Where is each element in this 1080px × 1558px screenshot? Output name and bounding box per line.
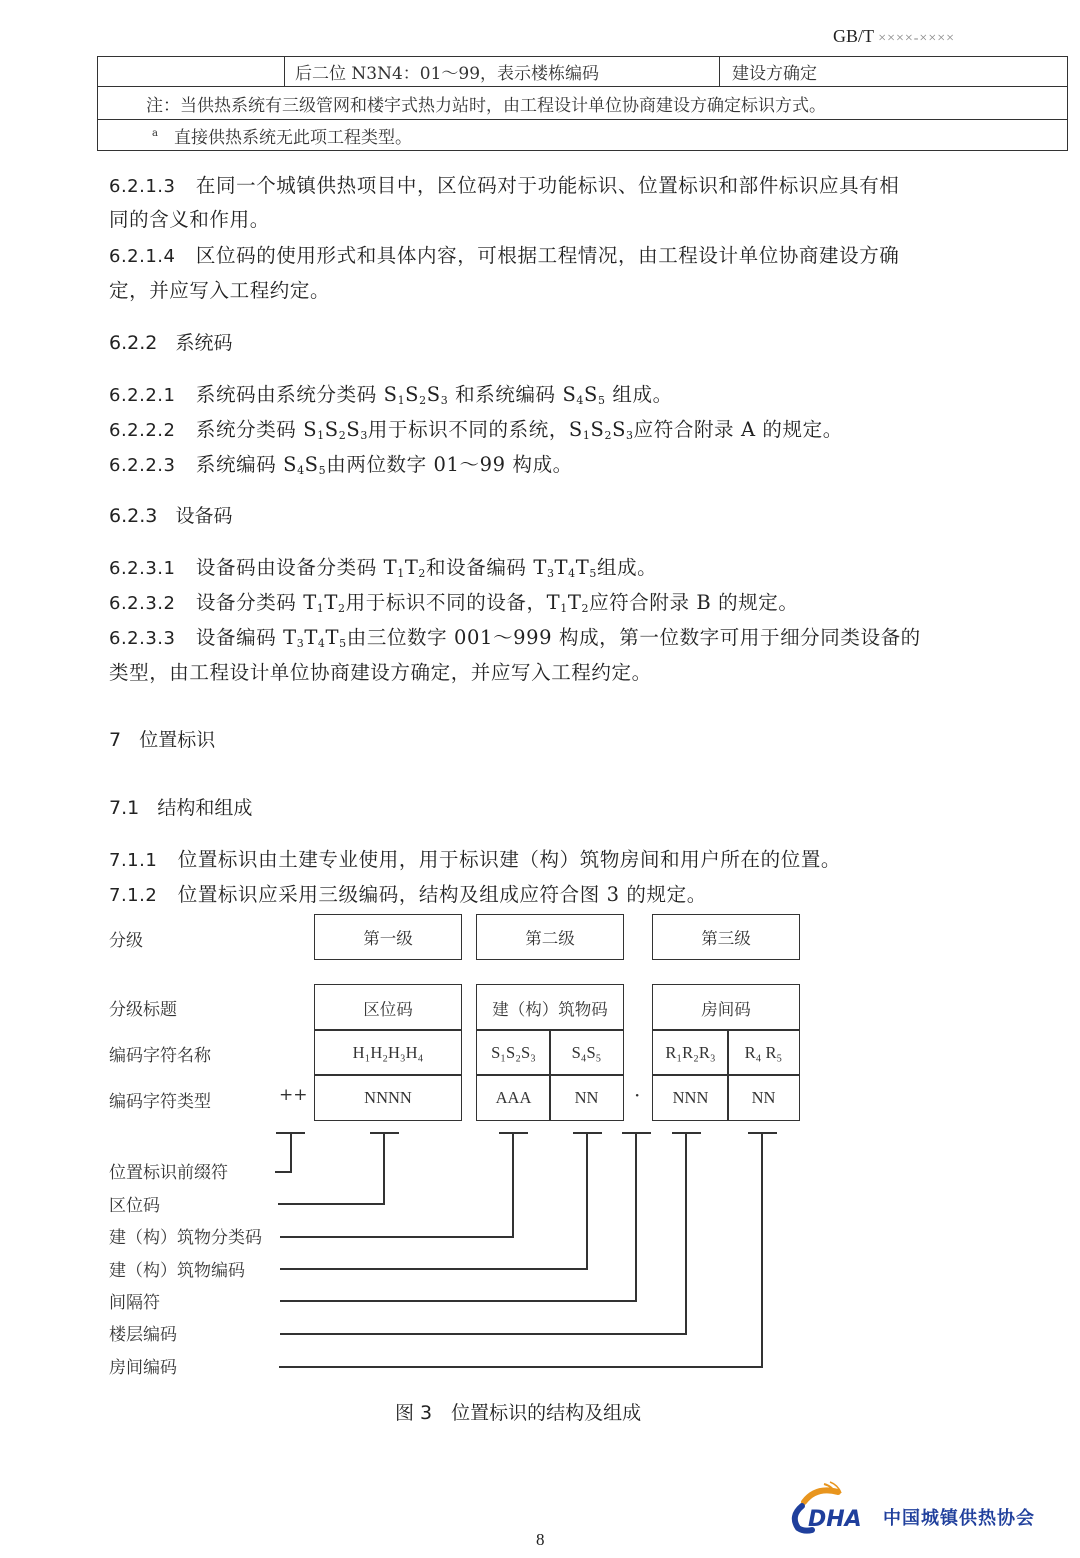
heading-number: 6.2.3 (109, 505, 158, 527)
char-name-s123: S₁S₂S₃ (476, 1029, 551, 1076)
char-type-building-class: AAA (476, 1074, 551, 1121)
heading-number: 7.1 (109, 797, 140, 819)
org-logo (786, 1480, 1066, 1535)
clause-7-1-1 (109, 844, 841, 872)
clause-text: 设备编码 T (195, 626, 297, 649)
connector-line (280, 1268, 588, 1270)
legend-room-code: 房间编码 (109, 1358, 177, 1378)
heading-title: 设备码 (175, 505, 233, 527)
clause-text: 和系统编码 S (455, 383, 577, 406)
heading-number: 7 (109, 729, 122, 751)
connector-line (383, 1132, 385, 1205)
continued-table (97, 56, 1068, 151)
clause-6-2-1-3 (109, 170, 899, 198)
level-1-box: 第一级 (314, 914, 462, 960)
title-room-code: 房间码 (652, 984, 800, 1031)
heading-title: 结构和组成 (157, 797, 253, 819)
clause-text: 在同一个城镇供热项目中，区位码对于功能标识、位置标识和部件标识应具有相 (195, 174, 900, 197)
clause-6-2-1-4-cont: 定，并应写入工程约定。 (109, 279, 331, 302)
standard-code: GB/T (833, 26, 874, 46)
heading-number: 6.2.2 (109, 332, 158, 354)
clause-text: 组成。 (612, 383, 673, 406)
table-cell (98, 57, 285, 87)
heading-6-2-2 (109, 328, 233, 355)
row-label-title: 分级标题 (109, 1000, 177, 1020)
clause-6-2-3-2: 6.2.3.2 设备分类码 $T_1T_2$用于标识不同的设备，$T_1T_2$应符合附录 B 的规定。 (109, 591, 799, 615)
legend-floor-code: 楼层编码 (109, 1325, 177, 1345)
page-number: 8 (536, 1530, 545, 1549)
legend-zone-code: 区位码 (109, 1196, 160, 1216)
standard-header (833, 26, 955, 47)
heading-title: 位置标识 (139, 729, 216, 751)
table-note: 注：当供热系统有三级管网和楼宇式热力站时，由工程设计单位协商建设方确定标识方式。 (98, 87, 1068, 120)
org-name: 中国城镇供热协会 (883, 1508, 1035, 1529)
table-cell: 后二位 N3N4：01～99，表示楼栋编码 (285, 57, 720, 87)
clause-text: 位置标识应采用三级编码，结构及组成应符合图 3 的规定。 (177, 883, 707, 906)
char-name-r123: R₁R₂R₃ (652, 1029, 729, 1076)
clause-text: 位置标识由土建专业使用，用于标识建（构）筑物房间和用户所在的位置。 (177, 848, 842, 871)
connector-line (280, 1236, 514, 1238)
clause-6-2-1-3-cont: 同的含义和作用。 (109, 208, 270, 231)
clause-text: 设备分类码 T (195, 591, 317, 614)
clause-number: 6.2.3.3 (109, 628, 176, 649)
char-type-building-number: NN (549, 1074, 624, 1121)
clause-text: 系统码由系统分类码 S (195, 383, 398, 406)
clause-text: 设备码由设备分类码 T (195, 556, 398, 579)
connector-line (761, 1132, 763, 1368)
clause-number: 7.1.2 (109, 885, 158, 906)
clause-text: 应符合附录 A 的规定。 (633, 418, 843, 441)
table-cell: 建设方确定 (720, 57, 1068, 87)
clause-text: 和设备编码 T (426, 556, 547, 579)
row-label-char-type: 编码字符类型 (109, 1092, 211, 1112)
clause-6-2-2-2: 6.2.2.2 系统分类码 $S_1S_2S_3$用于标识不同的系统，$S_1S_2S_3$应符合附录 A 的规定。 (109, 418, 843, 442)
figure-caption: 图 3 位置标识的结构及组成 (395, 1402, 642, 1424)
heading-6-2-3 (109, 501, 233, 528)
clause-number: 6.2.1.4 (109, 246, 176, 267)
connector-line (279, 1366, 763, 1368)
clause-text: 应符合附录 B 的规定。 (589, 591, 799, 614)
connector-line (635, 1132, 637, 1302)
clause-number: 6.2.3.1 (109, 558, 176, 579)
char-type-room: NN (727, 1074, 800, 1121)
connector-line (512, 1132, 514, 1238)
table-note-row (98, 87, 1068, 120)
char-name-r45: R₄ R₅ (727, 1029, 800, 1076)
clause-text: 系统编码 S (195, 453, 298, 476)
clause-text: 用于标识不同的系统，S (367, 418, 583, 441)
clause-text: 系统分类码 S (195, 418, 318, 441)
table-footnote-row (98, 120, 1068, 151)
title-building-code: 建（构）筑物码 (476, 984, 624, 1031)
connector-line (586, 1132, 588, 1270)
clause-text: 用于标识不同的设备，T (345, 591, 561, 614)
legend-building-number: 建（构）筑物编码 (109, 1261, 245, 1281)
title-zone-code: 区位码 (314, 984, 462, 1031)
table-row (98, 57, 1068, 87)
clause-text: 区位码的使用形式和具体内容，可根据工程情况，由工程设计单位协商建设方确 (195, 244, 900, 267)
char-name-h: H₁H₂H₃H₄ (314, 1029, 462, 1076)
clause-7-1-2 (109, 879, 707, 907)
connector-line (290, 1132, 292, 1172)
clause-text: 由两位数字 01～99 构成。 (326, 453, 573, 476)
char-name-s45: S₄S₅ (549, 1029, 624, 1076)
table-footnote (98, 120, 1068, 151)
level-3-box: 第三级 (652, 914, 800, 960)
heading-title: 系统码 (175, 332, 233, 354)
clause-number: 6.2.1.3 (109, 176, 176, 197)
row-label-char-name: 编码字符名称 (109, 1046, 211, 1066)
logo-text: DHA (808, 1507, 862, 1532)
clause-number: 6.2.2.2 (109, 420, 176, 441)
level-2-box: 第二级 (476, 914, 624, 960)
clause-text: 由三位数字 001～999 构成，第一位数字可用于细分同类设备的 (346, 626, 921, 649)
connector-line (275, 1171, 292, 1173)
clause-number: 6.2.3.2 (109, 593, 176, 614)
row-label-level: 分级 (109, 931, 143, 951)
standard-number: ××××-×××× (878, 31, 956, 46)
separator-symbol: · (634, 1083, 641, 1107)
legend-separator: 间隔符 (109, 1293, 160, 1313)
footnote-mark: a (152, 127, 158, 139)
heading-7 (109, 725, 215, 752)
clause-text: 组成。 (596, 556, 658, 579)
legend-building-class: 建（构）筑物分类码 (109, 1228, 262, 1248)
clause-6-2-1-4 (109, 240, 899, 268)
connector-line (685, 1132, 687, 1335)
dha-logo-icon (786, 1480, 886, 1535)
connector-line (280, 1333, 687, 1335)
clause-6-2-3-1: 6.2.3.1 设备码由设备分类码 $T_1T_2$和设备编码 $T_3T_4T_5$组成。 (109, 556, 658, 580)
char-type-zone: NNNN (314, 1074, 462, 1121)
legend-prefix: 位置标识前缀符 (109, 1163, 228, 1183)
clause-6-2-2-1: 6.2.2.1 系统码由系统分类码 $S_1S_2S_3$ 和系统编码 $S_4S_5$ 组成。 (109, 383, 673, 407)
clause-number: 7.1.1 (109, 850, 158, 871)
clause-number: 6.2.2.3 (109, 455, 176, 476)
clause-number: 6.2.2.1 (109, 385, 176, 406)
clause-6-2-3-3-cont: 类型，由工程设计单位协商建设方确定，并应写入工程约定。 (109, 661, 652, 684)
char-type-floor: NNN (652, 1074, 729, 1121)
heading-7-1 (109, 793, 252, 820)
prefix-symbol: ++ (279, 1085, 308, 1105)
footnote-text: 直接供热系统无此项工程类型。 (173, 127, 412, 148)
connector-line (278, 1203, 385, 1205)
clause-6-2-3-3: 6.2.3.3 设备编码 $T_3T_4T_5$由三位数字 001～999 构成，第一位数字可用于细分同类设备的 (109, 626, 921, 650)
clause-6-2-2-3: 6.2.2.3 系统编码 $S_4S_5$由两位数字 01～99 构成。 (109, 453, 573, 477)
connector-line (280, 1300, 637, 1302)
